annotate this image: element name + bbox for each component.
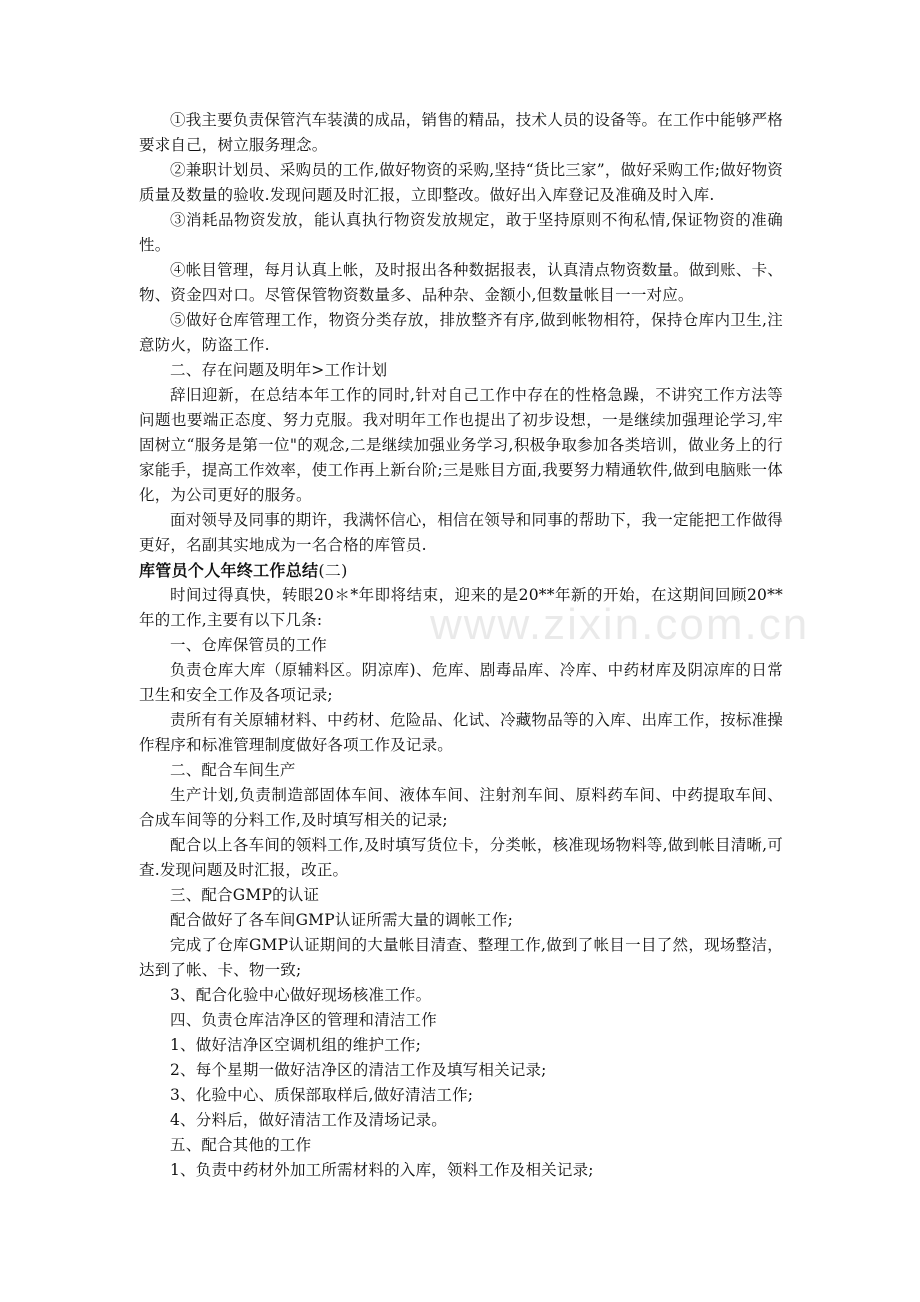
subheading-2: 二、配合车间生产	[170, 761, 296, 779]
paragraph-7: 面对领导及同事的期许，我满怀信心，相信在领导和同事的帮助下，我一定能把工作做得更好，名副其实地成为一名合格的库管员.	[139, 511, 783, 554]
paragraph-13: 配合做好了各车间GMP认证所需大量的调帐工作;	[170, 911, 514, 929]
paragraph-14: 完成了仓库GMP认证期间的大量帐目清查、整理工作,做到了帐目一目了然，现场整洁，达到了帐、卡、物一致;	[139, 936, 783, 979]
paragraph-1: ①我主要负责保管汽车装潢的成品，销售的精品，技术人员的设备等。在工作中能够严格要求自己，树立服务理念。	[139, 111, 783, 154]
subheading-problems-plan: 二、存在问题及明年>工作计划	[170, 361, 388, 379]
paragraph-8: 时间过得真快，转眼20＊*年即将结束，迎来的是20**年新的开始，在这期间回顾20**年的工作,主要有以下几条:	[139, 586, 783, 629]
section-title	[139, 558, 783, 583]
paragraph-10: 责所有有关原辅材料、中药材、危险品、化试、冷藏物品等的入库、出库工作，按标准操作程序和标准管理制度做好各项工作及记录。	[139, 711, 783, 754]
section-title-text: 库管员个人年终工作总结	[139, 561, 319, 580]
document-body	[139, 108, 783, 1183]
paragraph-6: 辞旧迎新，在总结本年工作的同时,针对自己工作中存在的性格急躁，不讲究工作方法等问题也要端正态度、努力克服。我对明年工作也提出了初步设想，一是继续加强理论学习,牢固树立“服务是第一位"的观念,二是继续加强业务学习,积极争取参加各类培训，做业务上的行家能手，提高工作效率，使工作再上新台阶;三是账目方面,我要努力精通软件,做到电脑账一体化，为公司更好的服务。	[139, 386, 783, 504]
paragraph-5: ⑤做好仓库管理工作，物资分类存放，排放整齐有序,做到帐物相符，保持仓库内卫生,注意防火，防盗工作.	[139, 311, 783, 354]
list-item: 1、做好洁净区空调机组的维护工作;	[170, 1036, 421, 1054]
list-item: 4、分料后，做好清洁工作及清场记录。	[170, 1111, 447, 1129]
list-item: 3、化验中心、质保部取样后,做好清洁工作;	[170, 1086, 474, 1104]
paragraph-9: 负责仓库大库（原辅料区。阴凉库)、危库、剧毒品库、冷库、中药材库及阴凉库的日常卫生和安全工作及各项记录;	[139, 661, 783, 704]
list-item: 3、配合化验中心做好现场核准工作。	[170, 986, 432, 1004]
subheading-5: 五、配合其他的工作	[170, 1136, 312, 1154]
list-item: 2、每个星期一做好洁净区的清洁工作及填写相关记录;	[170, 1061, 547, 1079]
list-item: 1、负责中药材外加工所需材料的入库，领料工作及相关记录;	[170, 1161, 594, 1179]
section-title-suffix: (二)	[318, 561, 348, 580]
paragraph-3: ③消耗品物资发放，能认真执行物资发放规定，敢于坚持原则不徇私情,保证物资的准确性。	[139, 211, 783, 254]
paragraph-11: 生产计划,负责制造部固体车间、液体车间、注射剂车间、原料药车间、中药提取车间、合成车间等的分料工作,及时填写相关的记录;	[139, 786, 783, 829]
watermark-text: www.zixin.com.cn	[430, 600, 810, 649]
subheading-4: 四、负责仓库洁净区的管理和清洁工作	[170, 1011, 437, 1029]
paragraph-12: 配合以上各车间的领料工作,及时填写货位卡，分类帐，核准现场物料等,做到帐目清晰,可查.发现问题及时汇报，改正。	[139, 836, 783, 879]
paragraph-2: ②兼职计划员、采购员的工作,做好物资的采购,坚持“货比三家”，做好采购工作;做好物资质量及数量的验收.发现问题及时汇报，立即整改。做好出入库登记及准确及时入库.	[139, 161, 783, 204]
paragraph-4: ④帐目管理，每月认真上帐，及时报出各种数据报表，认真清点物资数量。做到账、卡、物、资金四对口。尽管保管物资数量多、品种杂、金额小,但数量帐目一一对应。	[139, 261, 783, 304]
subheading-3: 三、配合GMP的认证	[170, 886, 320, 904]
subheading-1: 一、仓库保管员的工作	[170, 636, 328, 654]
